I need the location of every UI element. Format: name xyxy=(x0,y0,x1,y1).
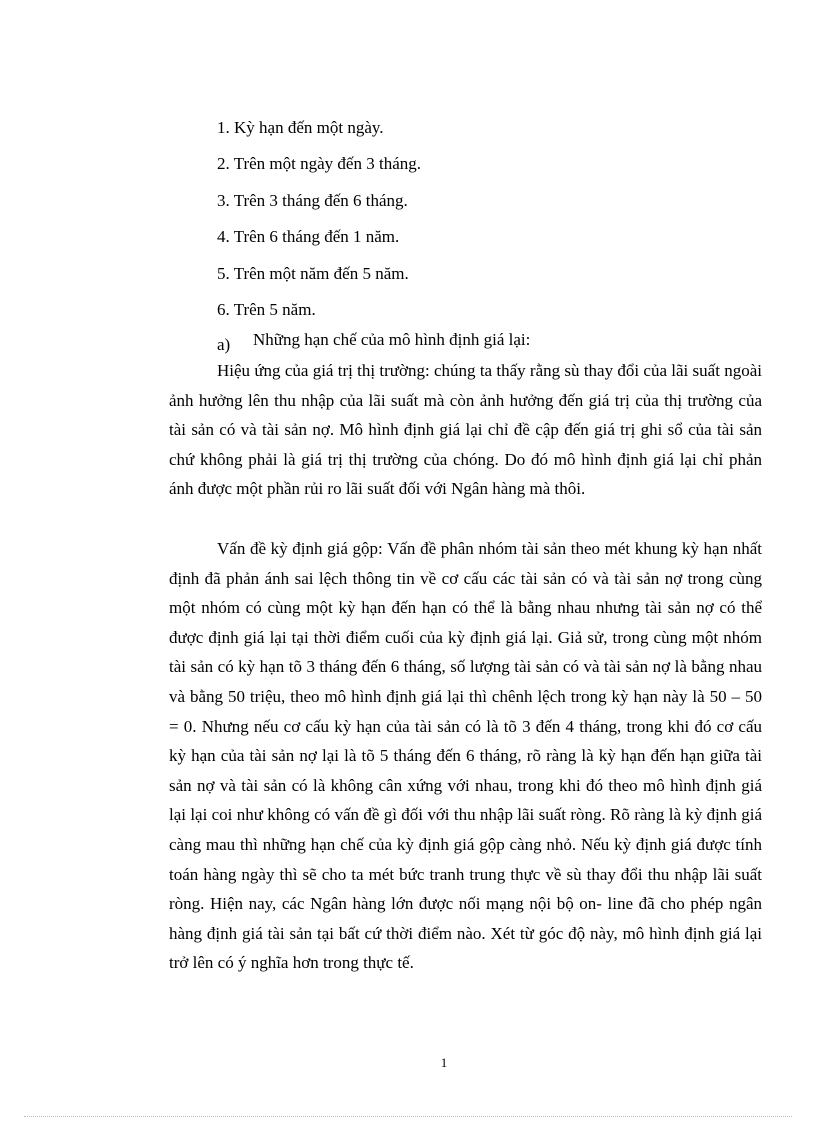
list-item: 1. Kỳ hạn đến một ngày. xyxy=(217,118,384,137)
subheading-text: Những hạn chế của mô hình định giá lại: xyxy=(253,330,531,349)
paragraph-market-value-effect: Hiệu ứng của giá trị thị trường: chúng ta thấy rằng sù thay đổi của lãi suất ngoài ảnh hưởng lên thu nhập của lãi suất mà còn ảnh hưởng đến giá trị của thị trường của tài sản có và tài sản nợ. Mô hình định giá lại chỉ đề cập đến giá trị ghi sổ của tài sản chứ không phải là giá trị thị trường của chóng. Do đó mô hình định giá lại chỉ phản ánh được một phần rủi ro lãi suất đối với Ngân hàng mà thôi. xyxy=(169,361,762,499)
page-bottom-divider xyxy=(24,1116,792,1117)
list-item: 4. Trên 6 tháng đến 1 năm. xyxy=(217,227,400,247)
paragraph-repricing-period: Vấn đề kỳ định giá gộp: Vấn đề phân nhóm tài sản theo mét khung kỳ hạn nhất định đã phản ánh sai lệch thông tin về cơ cấu các tài sản có và tài sản nợ trong cùng một nhóm có cùng một kỳ hạn đến hạn có thể là bằng nhau nhưng tài sản nợ có thể được định giá lại tại thời điểm cuối của kỳ định giá lại. Giả sử, trong cùng một nhóm tài sản có kỳ hạn tõ 3 tháng đến 6 tháng, số lượng tài sản có và tài sản nợ là bằng nhau và bằng 50 triệu, theo mô hình định giá lại thì chênh lệch trong kỳ hạn này là 50 – 50 = 0. Nhưng nếu cơ cấu kỳ hạn của tài sản có là tõ 3 đến 4 tháng, trong khi đó cơ cấu kỳ hạn của tài sản nợ lại là tõ 5 tháng đến 6 tháng, rõ ràng là kỳ hạn đến hạn giữa tài sản nợ và tài sản có là không cân xứng với nhau, trong khi đó theo mô hình định giá lại lại coi như không có vấn đề gì đối với thu nhập lãi suất ròng. Rõ ràng là kỳ định giá càng mau thì những hạn chế của kỳ định giá gộp càng nhỏ. Nếu kỳ định giá được tính toán hàng ngày thì sẽ cho ta mét bức tranh trung thực về sù thay đổi thu nhập lãi suất ròng. Hiện nay, các Ngân hàng lớn được nối mạng nội bộ on- line đã cho phép ngân hàng định giá tài sản tại bất cứ thời điểm nào. Xét từ góc độ này, mô hình định giá lại trở lên có ý nghĩa hơn trong thực tế. xyxy=(169,539,762,973)
section-subheading xyxy=(217,322,530,358)
list-item: 6. Trên 5 năm. xyxy=(217,300,316,320)
page-number: 1 xyxy=(440,1055,448,1070)
list-item: 2. Trên một ngày đến 3 tháng. xyxy=(217,154,421,174)
subheading-marker: a) xyxy=(217,335,231,354)
list-item: 3. Trên 3 tháng đến 6 tháng. xyxy=(217,190,408,210)
list-item: 5. Trên một năm đến 5 năm. xyxy=(217,263,409,283)
maturity-band-list xyxy=(217,110,421,328)
